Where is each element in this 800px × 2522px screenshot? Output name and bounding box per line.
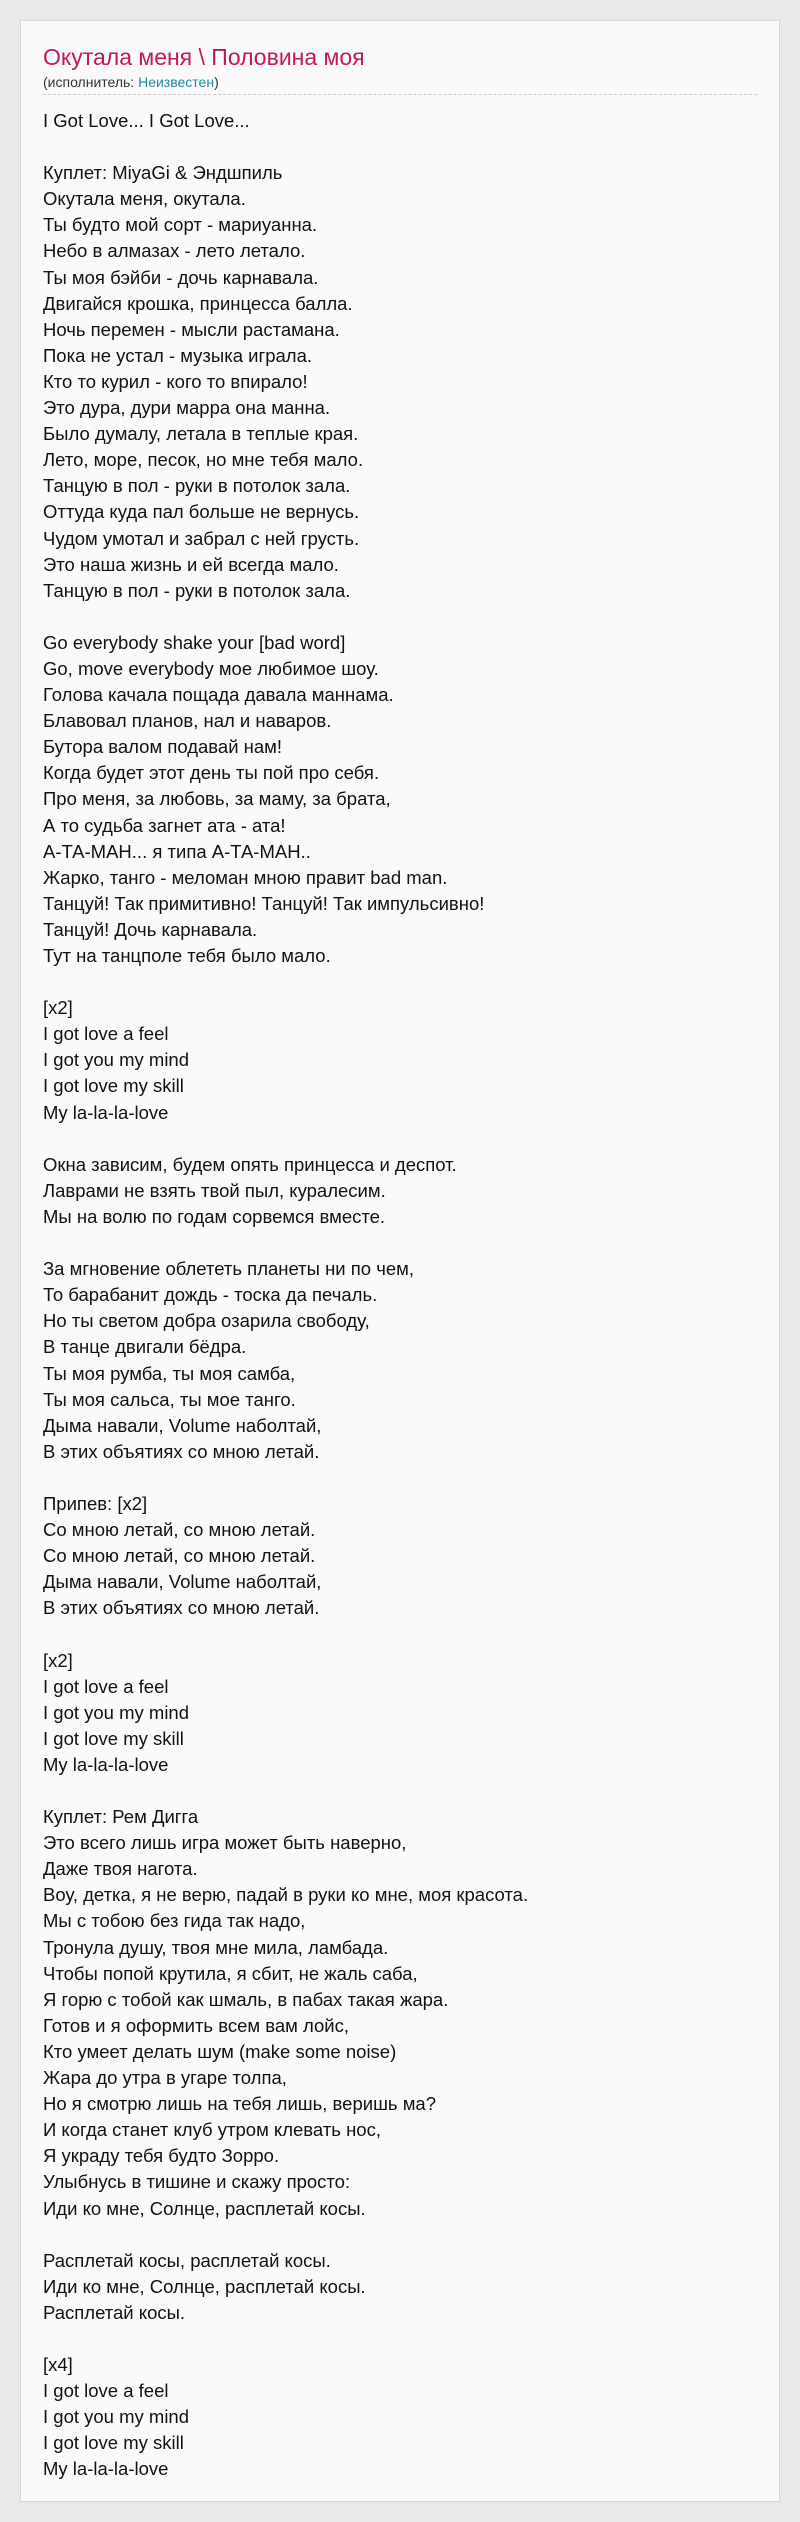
lyrics-blank-line xyxy=(43,1126,757,1152)
lyrics-blank-line xyxy=(43,604,757,630)
lyrics-line: [x2] xyxy=(43,997,73,1019)
lyrics-line: My la-la-la-love xyxy=(43,1753,169,1775)
lyrics-line: В танце двигали бёдра. xyxy=(43,1336,247,1358)
lyrics-line: Ты моя сальса, ты мое танго. xyxy=(43,1388,296,1410)
lyrics-line: Лето, море, песок, но мне тебя мало. xyxy=(43,449,364,471)
lyrics-line: Бутора валом подавай нам! xyxy=(43,736,283,758)
performer-prefix: (исполнитель: xyxy=(43,74,139,90)
song-header xyxy=(43,43,757,91)
lyrics-line: Готов и я оформить всем вам лойс, xyxy=(43,2014,350,2036)
lyrics-line: Куплет: MiyaGi & Эндшпиль xyxy=(43,162,283,184)
lyrics-line: Ты будто мой сорт - мариуанна. xyxy=(43,214,318,236)
lyrics-line: Дыма навали, Volume наболтай, xyxy=(43,1414,322,1436)
lyrics-line: За мгновение облететь планеты ни по чем, xyxy=(43,1258,415,1280)
lyrics-line: В этих объятиях со мною летай. xyxy=(43,1597,320,1619)
lyrics-blank-line xyxy=(43,2326,757,2352)
lyrics-line: Go, move everybody мое любимое шоу. xyxy=(43,657,379,679)
lyrics-blank-line xyxy=(43,969,757,995)
lyrics-blank-line xyxy=(43,1778,757,1804)
lyrics-line: Я украду тебя будто Зорро. xyxy=(43,2145,280,2167)
lyrics-line: Оттуда куда пал больше не вернусь. xyxy=(43,501,360,523)
lyrics-line: Чудом умотал и забрал с ней грусть. xyxy=(43,527,360,549)
lyrics-line: Иди ко мне, Солнце, расплетай косы. xyxy=(43,2197,366,2219)
lyrics-line: Даже твоя нагота. xyxy=(43,1858,198,1880)
lyrics-line: Тронула душу, твоя мне мила, ламбада. xyxy=(43,1936,389,1958)
lyrics-line: Танцуй! Так примитивно! Танцуй! Так импульсивно! xyxy=(43,892,485,914)
lyrics-line: Тут на танцполе тебя было мало. xyxy=(43,945,331,966)
lyrics-line: Кто умеет делать шум (make some noise) xyxy=(43,2040,397,2062)
performer-link[interactable]: Неизвестен xyxy=(138,74,215,90)
lyrics-line: Расплетай косы. xyxy=(43,2301,186,2323)
lyrics-line: Расплетай косы, расплетай косы. xyxy=(43,2249,331,2271)
lyrics-blank-line xyxy=(43,134,757,160)
lyrics-line: Мы с тобою без гида так надо, xyxy=(43,1910,306,1932)
lyrics-line: Небо в алмазах - лето летало. xyxy=(43,240,306,262)
lyrics-line: Жарко, танго - меломан мною правит bad man. xyxy=(43,866,448,888)
lyrics-line: В этих объятиях со мною летай. xyxy=(43,1440,320,1462)
lyrics-line: I got you my mind xyxy=(43,2406,190,2428)
lyrics-line: My la-la-la-love xyxy=(43,2458,169,2480)
lyrics-line: Воу, детка, я не верю, падай в руки ко мне, моя красота. xyxy=(43,1884,529,1906)
lyrics-line: Голова качала пощада давала маннама. xyxy=(43,684,394,706)
lyrics-line: И когда станет клуб утром клевать нос, xyxy=(43,2119,381,2141)
lyrics-line: Припев: [x2] xyxy=(43,1492,148,1514)
lyrics-blank-line xyxy=(43,1230,757,1256)
lyrics-line: [x4] xyxy=(43,2354,73,2376)
header-divider xyxy=(43,94,757,95)
lyrics-line: Лаврами не взять твой пыл, куралесим. xyxy=(43,1179,386,1201)
lyrics-line: Блавовал планов, нал и наваров. xyxy=(43,710,332,732)
lyrics-line: Я горю с тобой как шмаль, в пабах такая жара. xyxy=(43,1988,449,2010)
lyrics-line: [x2] xyxy=(43,1649,73,1671)
song-title: Окутала меня \ Половина моя xyxy=(43,44,365,70)
lyrics-line: I got you my mind xyxy=(43,1701,190,1723)
lyrics-blank-line xyxy=(43,1621,757,1647)
lyrics-line: Пока не устал - музыка играла. xyxy=(43,344,313,366)
lyrics-line: I got love my skill xyxy=(43,1075,184,1097)
lyrics-line: Танцую в пол - руки в потолок зала. xyxy=(43,579,351,601)
lyrics-line: Было думалу, летала в теплые края. xyxy=(43,423,359,445)
lyrics-line: Двигайся крошка, принцесса балла. xyxy=(43,292,353,314)
lyrics-line: То барабанит дождь - тоска да печаль. xyxy=(43,1284,378,1306)
lyrics-line: Танцуй! Дочь карнавала. xyxy=(43,918,258,940)
lyrics-line: Жара до утра в угаре толпа, xyxy=(43,2067,287,2089)
lyrics-line: Когда будет этот день ты пой про себя. xyxy=(43,762,380,784)
lyrics-line: Ты моя бэйби - дочь карнавала. xyxy=(43,266,319,288)
lyrics-line: Но я смотрю лишь на тебя лишь, веришь ма? xyxy=(43,2093,436,2115)
lyrics-line: Но ты светом добра озарила свободу, xyxy=(43,1310,370,1332)
performer-line xyxy=(43,73,757,91)
lyrics-line: Это наша жизнь и ей всегда мало. xyxy=(43,553,339,575)
lyrics-line: I got love a feel xyxy=(43,1023,169,1045)
lyrics-line: Со мною летай, со мною летай. xyxy=(43,1545,316,1567)
lyrics-line: Дыма навали, Volume наболтай, xyxy=(43,1571,322,1593)
lyrics-line: I got love a feel xyxy=(43,2380,169,2402)
lyrics-line: My la-la-la-love xyxy=(43,1101,169,1123)
lyrics-line: Про меня, за любовь, за маму, за брата, xyxy=(43,788,391,810)
lyrics-line: I Got Love... I Got Love... xyxy=(43,110,250,131)
lyrics-line: Это дура, дури марра она манна. xyxy=(43,397,331,419)
lyrics-line: I got love a feel xyxy=(43,1675,169,1697)
lyrics-line: Со мною летай, со мною летай. xyxy=(43,1519,316,1541)
lyrics-blank-line xyxy=(43,2222,757,2248)
lyrics-line: Ты моя румба, ты моя самба, xyxy=(43,1362,296,1384)
lyrics-line: Куплет: Рем Дигга xyxy=(43,1806,199,1828)
lyrics-line: Go everybody shake your [bad word] xyxy=(43,631,346,653)
performer-suffix: ) xyxy=(214,74,219,90)
lyrics-line: I got you my mind xyxy=(43,1049,190,1071)
lyrics-line: Ночь перемен - мысли растамана. xyxy=(43,318,340,340)
lyrics-line: Мы на волю по годам сорвемся вместе. xyxy=(43,1205,386,1227)
lyrics-line: Кто то курил - кого то впирало! xyxy=(43,370,308,392)
lyrics-line: Танцую в пол - руки в потолок зала. xyxy=(43,475,351,497)
lyrics-line: Окна зависим, будем опять принцесса и деспот. xyxy=(43,1153,457,1175)
lyrics-line: Это всего лишь игра может быть наверно, xyxy=(43,1832,407,1854)
lyrics-line: Чтобы попой крутила, я сбит, не жаль саба, xyxy=(43,1962,418,1984)
lyrics-page xyxy=(20,20,780,2502)
lyrics-line: I got love my skill xyxy=(43,1727,184,1749)
lyrics-line: Окутала меня, окутала. xyxy=(43,188,246,210)
lyrics-line: I got love my skill xyxy=(43,2432,184,2454)
lyrics-blank-line xyxy=(43,1465,757,1491)
lyrics-line: Иди ко мне, Солнце, расплетай косы. xyxy=(43,2275,366,2297)
lyrics-line: А то судьба загнет ата - ата! xyxy=(43,814,286,836)
lyrics-line: Улыбнусь в тишине и скажу просто: xyxy=(43,2171,351,2193)
lyrics-text xyxy=(43,108,757,2483)
lyrics-line: А-ТА-МАН... я типа А-ТА-МАН.. xyxy=(43,840,311,862)
